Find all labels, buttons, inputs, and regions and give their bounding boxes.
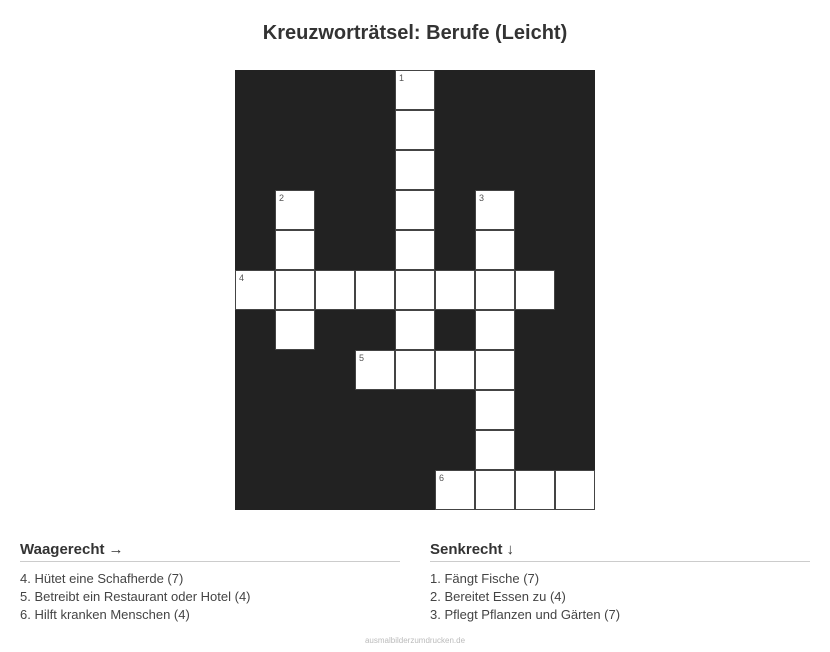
crossword-cell[interactable] — [395, 70, 435, 110]
cell-number: 5 — [359, 353, 365, 363]
crossword-cell[interactable] — [275, 230, 315, 270]
cell-number: 1 — [399, 73, 405, 83]
crossword-cell[interactable] — [435, 350, 475, 390]
crossword-cell[interactable] — [475, 390, 515, 430]
cell-number: 3 — [479, 193, 485, 203]
crossword-cell[interactable] — [395, 310, 435, 350]
down-clue-2: 2. Bereitet Essen zu (4) — [430, 589, 566, 604]
crossword-cell[interactable] — [275, 310, 315, 350]
crossword-cell[interactable] — [395, 110, 435, 150]
down-heading — [430, 540, 810, 562]
across-clue-6: 6. Hilft kranken Menschen (4) — [20, 607, 190, 622]
crossword-cell[interactable] — [395, 270, 435, 310]
down-clue-1: 1. Fängt Fische (7) — [430, 571, 540, 586]
crossword-cell[interactable] — [235, 270, 275, 310]
crossword-cell[interactable] — [315, 270, 355, 310]
crossword-cell[interactable] — [475, 230, 515, 270]
down-arrow-icon: ↓ — [506, 541, 515, 558]
crossword-cell[interactable] — [475, 350, 515, 390]
crossword-cell[interactable] — [475, 270, 515, 310]
footer-credit: ausmalbilderzumdrucken.de — [364, 636, 466, 645]
crossword-cell[interactable] — [395, 150, 435, 190]
down-clue-3: 3. Pflegt Pflanzen und Gärten (7) — [430, 607, 621, 622]
down-clues — [430, 540, 810, 624]
crossword-cell[interactable] — [475, 310, 515, 350]
crossword-cell[interactable] — [275, 190, 315, 230]
crossword-cell[interactable] — [515, 470, 555, 510]
crossword-cell[interactable] — [435, 270, 475, 310]
across-heading-label: Waagerecht — [20, 541, 105, 558]
across-heading — [20, 540, 400, 562]
crossword-cell[interactable] — [515, 270, 555, 310]
down-heading-label: Senkrecht — [430, 541, 503, 558]
crossword-cell[interactable] — [475, 430, 515, 470]
crossword-cell[interactable] — [475, 190, 515, 230]
cell-number: 6 — [439, 473, 445, 483]
across-clue-4: 4. Hütet eine Schafherde (7) — [20, 571, 184, 586]
across-clues — [20, 540, 400, 624]
across-clue-5: 5. Betreibt ein Restaurant oder Hotel (4) — [20, 589, 251, 604]
cell-number: 4 — [239, 273, 245, 283]
crossword-grid — [235, 70, 595, 510]
crossword-cell[interactable] — [395, 230, 435, 270]
crossword-cell[interactable] — [555, 470, 595, 510]
cell-number: 2 — [279, 193, 285, 203]
crossword-cell[interactable] — [475, 470, 515, 510]
right-arrow-icon: → — [108, 541, 124, 558]
crossword-cell[interactable] — [395, 350, 435, 390]
crossword-cell[interactable] — [435, 470, 475, 510]
crossword-cell[interactable] — [395, 190, 435, 230]
crossword-cell[interactable] — [355, 350, 395, 390]
page-title: Kreuzworträtsel: Berufe (Leicht) — [262, 22, 568, 44]
crossword-cell[interactable] — [355, 270, 395, 310]
crossword-cell[interactable] — [275, 270, 315, 310]
